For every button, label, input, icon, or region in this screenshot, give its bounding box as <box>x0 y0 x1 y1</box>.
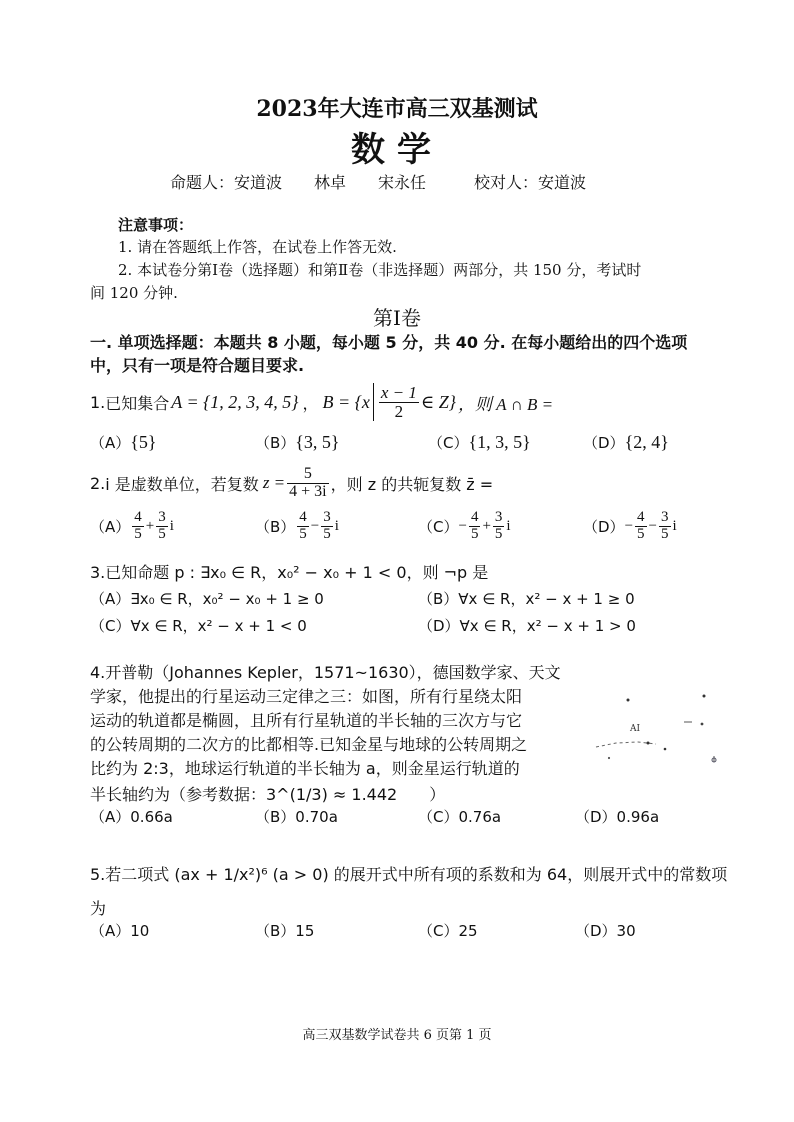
q3-option-b: （B）∀x ∈ R，x² − x + 1 ≥ 0 <box>418 590 635 608</box>
q5-option-b: （B）15 <box>255 922 315 940</box>
q2-option-b: （B） $\frac{4}{5}$ − $\frac{3}{5}$ i <box>255 509 339 542</box>
q1-set-a: A = {1, 2, 3, 4, 5} <box>171 391 299 412</box>
question-5: 5.若二项式 (ax + 1/x²)⁶ (a > 0) 的展开式中所有项的系数和为 64，则展开式中的常数项 <box>90 865 728 884</box>
q1-option-b: （B）{3, 5} <box>255 432 340 452</box>
notice-heading: 注意事项： <box>118 216 194 234</box>
q3-option-a: （A）∃x₀ ∈ R，x₀² − x₀ + 1 ≥ 0 <box>90 590 324 608</box>
q4-line-3: 运动的轨道都是椭圆，且所有行星轨道的半长轴的三次方与它 <box>90 711 523 730</box>
page-footer: 高三双基数学试卷共 6 页第 1 页 <box>302 1028 492 1043</box>
question-2 <box>90 462 493 504</box>
q4-option-d: （D）0.96a <box>575 808 660 826</box>
subject-title: 数学 <box>351 130 443 170</box>
q1-fraction: $\frac{x - 1}{2}$ <box>380 382 417 421</box>
q5-option-a: （A）10 <box>90 922 150 940</box>
exam-title: 2023年大连市高三双基测试 <box>256 96 538 122</box>
orbit-diagram-icon <box>584 690 724 795</box>
notice-item-1: 1. 请在答题纸上作答，在试卷上作答无效. <box>118 238 397 256</box>
q4-line-5: 比约为 2:3，地球运行轨道的半长轴为 a，则金星运行轨道的 <box>90 759 520 778</box>
q1-suffix: ，则 A ∩ B = <box>457 394 554 414</box>
q2-option-d: （D） − $\frac{4}{5}$ − $\frac{3}{5}$ i <box>583 509 677 542</box>
q1-option-c: （C）{1, 3, 5} <box>428 432 531 452</box>
question-1: 1. 已知集合 A = {1, 2, 3, 4, 5} ， B = {x $\frac{x - 1}{2}$ ∈ Z} ，则 A ∩ B = <box>90 382 554 421</box>
q3-option-d: （D）∀x ∈ R，x² − x + 1 > 0 <box>418 617 636 635</box>
q4-line-6: 半长轴约为（参考数据：3^(1/3) ≈ 1.442 ） <box>90 785 446 804</box>
orbit-figure <box>584 690 724 795</box>
q2-option-a: （A） $\frac{4}{5}$ + $\frac{3}{5}$ i <box>90 509 174 542</box>
q2-number: 2. <box>90 473 106 493</box>
q1-set-b-tail: ∈ Z} <box>420 391 456 412</box>
section-heading-cont: 中，只有一项是符合题目要求. <box>90 356 305 375</box>
q4-option-c: （C）0.76a <box>418 808 502 826</box>
q2-prefix: i 是虚数单位，若复数 <box>105 474 259 494</box>
q2-option-c: （C） − $\frac{4}{5}$ + $\frac{3}{5}$ i <box>418 509 511 542</box>
q4-option-a: （A）0.66a <box>90 808 173 826</box>
section-heading: 一. 单项选择题：本题共 8 小题，每小题 5 分，共 40 分. 在每小题给出的四个选项 <box>90 333 688 352</box>
q5-line-2: 为 <box>90 899 107 918</box>
q3-option-c: （C）∀x ∈ R，x² − x + 1 < 0 <box>90 617 307 635</box>
q1-number: 1. <box>90 392 106 412</box>
volume-title: 第Ⅰ卷 <box>373 306 421 330</box>
authors-line: 命题人：安道波 林卓 宋永任 校对人：安道波 <box>170 173 587 192</box>
question-4: 4.开普勒（Johannes Kepler，1571~1630），德国数学家、天文 <box>90 663 561 682</box>
question-3: 3.已知命题 p : ∃x₀ ∈ R，x₀² − x₀ + 1 < 0，则 ¬p 是 <box>90 563 489 582</box>
q5-option-d: （D）30 <box>575 922 636 940</box>
orbit-figure-label: AI <box>630 724 641 734</box>
q2-z-eq: z = <box>262 473 286 492</box>
q1-option-d: （D）{2, 4} <box>583 432 669 452</box>
q1-set-b-head: B = {x <box>322 391 370 412</box>
q2-fraction: $\frac{5}{4 + 3i}$ <box>289 464 327 500</box>
q1-option-a: （A）{5} <box>90 432 157 452</box>
q4-line-2: 学家，他提出的行星运动三定律之三：如图，所有行星绕太阳 <box>90 687 523 706</box>
q4-line-4: 的公转周期的二次方的比都相等.已知金星与地球的公转周期之 <box>90 735 528 754</box>
q2-suffix: ，则 z 的共轭复数 z̄ = <box>330 474 494 494</box>
q4-option-b: （B）0.70a <box>255 808 338 826</box>
notice-item-2: 2. 本试卷分第Ⅰ卷（选择题）和第Ⅱ卷（非选择题）两部分，共 150 分，考试时 <box>118 261 642 279</box>
q1-prefix: 已知集合 <box>105 393 170 413</box>
notice-item-2-cont: 间 120 分钟. <box>90 284 178 302</box>
q5-option-c: （C）25 <box>418 922 478 940</box>
